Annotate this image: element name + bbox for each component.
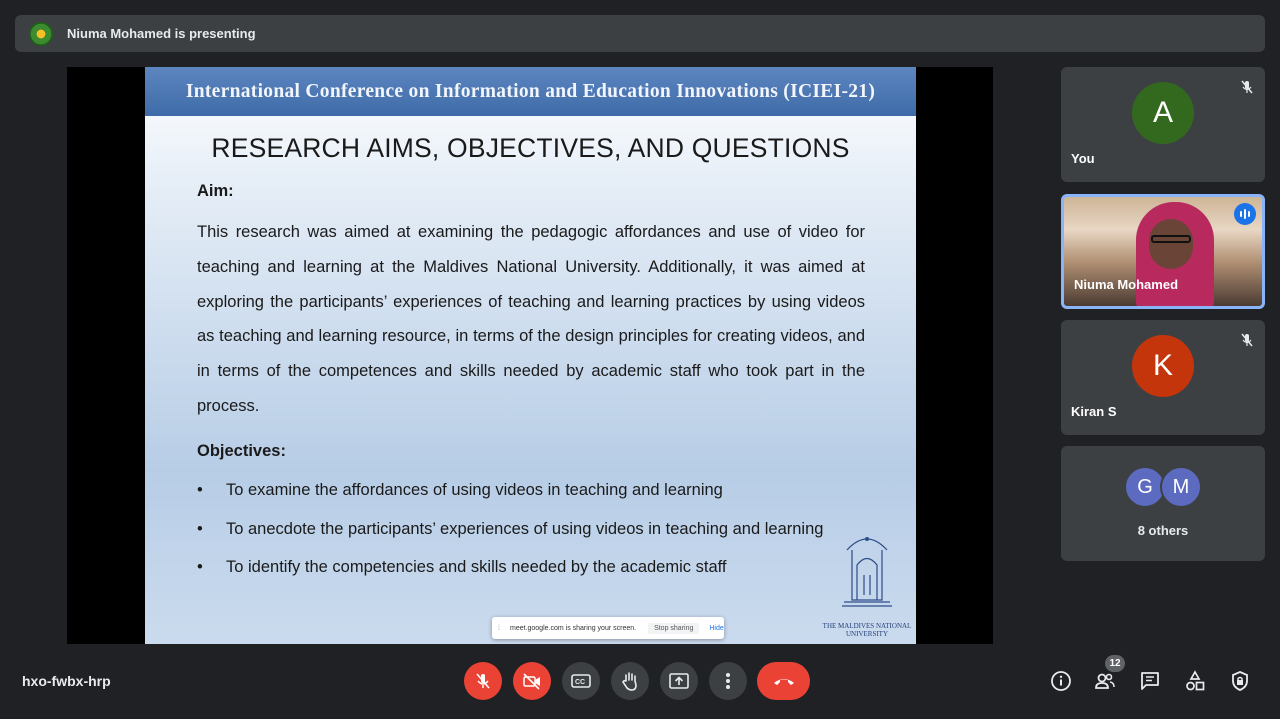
mic-toggle-button[interactable] (464, 662, 502, 700)
stop-sharing-button[interactable]: Stop sharing (648, 623, 699, 634)
meeting-details-button[interactable] (1050, 670, 1072, 692)
more-options-button[interactable] (709, 662, 747, 700)
chat-icon (1139, 670, 1161, 692)
slide-body (197, 182, 865, 589)
avatar: K (1132, 335, 1194, 397)
objectives-list (197, 473, 865, 585)
avatar: A (1132, 82, 1194, 144)
avatar: M (1160, 466, 1202, 508)
leave-call-button[interactable] (757, 662, 810, 700)
raise-hand-button[interactable] (611, 662, 649, 700)
camera-toggle-button[interactable] (513, 662, 551, 700)
mic-off-icon (1239, 332, 1255, 348)
screen-share-notice (492, 617, 724, 639)
host-controls-icon (1229, 670, 1251, 692)
objectives-heading: Objectives: (197, 441, 286, 460)
share-message: meet.google.com is sharing your screen. (510, 624, 637, 632)
participant-video-face (1149, 219, 1193, 269)
captions-icon (571, 673, 591, 689)
presenter-avatar (29, 22, 53, 46)
presenting-banner (15, 15, 1265, 52)
chat-button[interactable] (1139, 670, 1161, 692)
participant-tile-niuma[interactable] (1061, 194, 1265, 309)
camera-off-icon (522, 672, 542, 690)
aim-paragraph: This research was aimed at examining the pedagogic affordances and use of video for teaching and learning at the Maldives National University. Additionally, it was aimed at exploring the participants’ experiences of teaching and learning practices by using videos as teaching and learning resource, in terms of the design principles for creating videos, and in terms of the competences and skills needed by academic staff who took part in the process. (197, 223, 865, 415)
shared-screen (67, 67, 993, 644)
participant-name: Kiran S (1071, 404, 1117, 419)
mic-off-icon (1239, 79, 1255, 95)
meeting-code: hxo-fwbx-hrp (22, 673, 111, 689)
raise-hand-icon (621, 671, 639, 691)
present-icon (669, 673, 689, 689)
captions-button[interactable] (562, 662, 600, 700)
others-count-label: 8 others (1137, 523, 1189, 538)
slide-title: RESEARCH AIMS, OBJECTIVES, AND QUESTIONS (211, 133, 850, 163)
speaking-indicator-icon (1234, 203, 1256, 225)
participant-name: You (1071, 151, 1095, 166)
hide-button[interactable]: Hide (709, 624, 724, 632)
host-controls-button[interactable] (1229, 670, 1251, 692)
participant-count-badge: 12 (1105, 655, 1125, 672)
participant-name: Niuma Mohamed (1074, 277, 1179, 292)
participant-tile-kiran[interactable] (1061, 320, 1265, 435)
logo-caption: THE MALDIVES NATIONAL UNIVERSITY (822, 622, 912, 638)
avatar: G (1124, 466, 1166, 508)
activities-icon (1184, 670, 1206, 692)
end-call-icon (772, 675, 796, 687)
svg-text:CC: CC (575, 679, 586, 686)
participant-tile-others[interactable] (1061, 446, 1265, 561)
objective-item: • To examine the affordances of using videos in teaching and learning (197, 473, 865, 508)
people-button[interactable] (1094, 670, 1116, 692)
participant-tile-you[interactable] (1061, 67, 1265, 182)
others-avatars (1124, 466, 1224, 510)
aim-heading: Aim: (197, 182, 234, 200)
activities-button[interactable] (1184, 670, 1206, 692)
objective-item: • To anecdote the participants’ experiences of using videos in teaching and learning (197, 512, 865, 547)
more-options-icon (725, 672, 731, 690)
participant-video-glasses (1151, 235, 1191, 243)
people-icon (1094, 670, 1116, 692)
present-now-button[interactable] (660, 662, 698, 700)
mic-off-icon (474, 672, 492, 690)
info-icon (1050, 670, 1072, 692)
slide-header: International Conference on Information and Education Innovations (ICIEI-21) (145, 67, 916, 116)
drag-handle-icon[interactable]: ⁞ (498, 624, 500, 632)
presentation-slide (145, 67, 916, 644)
presenting-label: Niuma Mohamed is presenting (67, 26, 256, 41)
objective-item: • To identify the competencies and skills needed by the academic staff (197, 550, 865, 585)
